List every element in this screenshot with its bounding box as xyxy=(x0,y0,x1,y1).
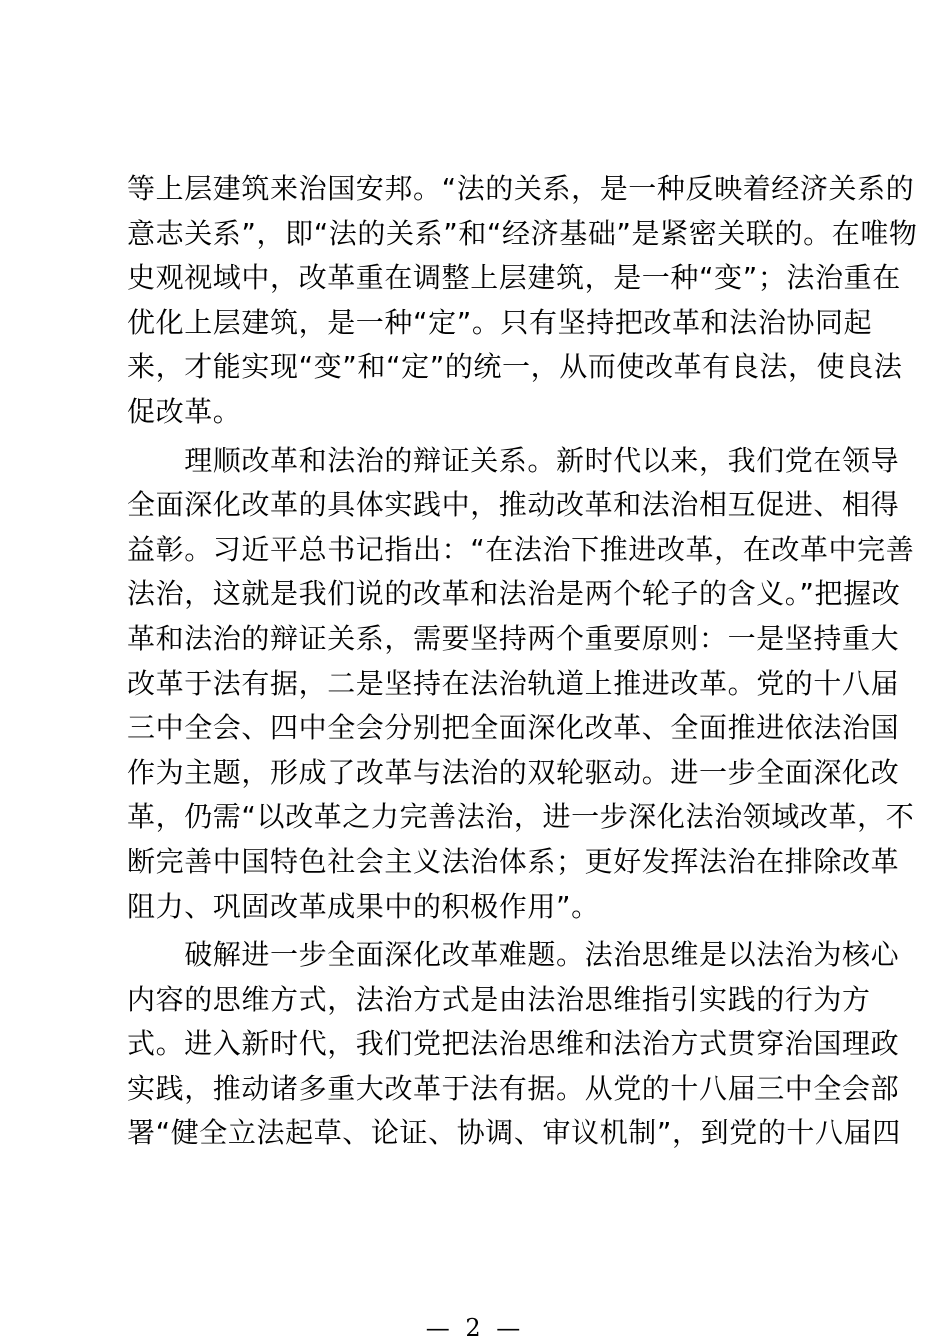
text-line: 阻力、巩固改革成果中的积极作用”。 xyxy=(127,889,600,923)
text-line: 革，仍需“以改革之力完善法治，进一步深化法治领域改革，不 xyxy=(127,800,915,834)
paragraph xyxy=(127,933,901,1156)
text-line: 破解进一步全面深化改革难题。法治思维是以法治为核心 xyxy=(127,938,900,972)
text-line: 革和法治的辩证关系，需要坚持两个重要原则：一是坚持重大 xyxy=(127,621,900,655)
text-line: 理顺改革和法治的辩证关系。新时代以来，我们党在领导 xyxy=(127,443,900,477)
paragraph xyxy=(127,167,918,435)
text-line: 史观视域中，改革重在调整上层建筑，是一种“变”；法治重在 xyxy=(127,261,901,295)
text-line: 优化上层建筑，是一种“定”。只有坚持把改革和法治协同起 xyxy=(127,305,873,339)
text-line: 改革于法有据，二是坚持在法治轨道上推进改革。党的十八届 xyxy=(127,666,900,700)
text-line: 益彰。习近平总书记指出：“在法治下推进改革，在改革中完善 xyxy=(127,532,915,566)
text-line: 作为主题，形成了改革与法治的双轮驱动。进一步全面深化改 xyxy=(127,755,900,789)
text-line: 式。进入新时代，我们党把法治思维和法治方式贯穿治国理政 xyxy=(127,1027,900,1061)
page-number: — 2 — xyxy=(425,1314,525,1342)
text-line: 三中全会、四中全会分别把全面深化改革、全面推进依法治国 xyxy=(127,711,900,745)
text-line: 来，才能实现“变”和“定”的统一，从而使改革有良法，使良法 xyxy=(127,350,903,384)
text-line: 断完善中国特色社会主义法治体系；更好发挥法治在排除改革 xyxy=(127,844,900,878)
text-line: 法治，这就是我们说的改革和法治是两个轮子的含义。”把握改 xyxy=(127,577,901,611)
text-line: 内容的思维方式，法治方式是由法治思维指引实践的行为方 xyxy=(127,982,871,1016)
text-line: 等上层建筑来治国安邦。“法的关系，是一种反映着经济关系的 xyxy=(127,172,915,205)
text-line: 全面深化改革的具体实践中，推动改革和法治相互促进、相得 xyxy=(127,488,900,522)
text-line: 实践，推动诸多重大改革于法有据。从党的十八届三中全会部 xyxy=(127,1071,900,1105)
document-body xyxy=(127,167,918,1160)
text-line: 促改革。 xyxy=(127,394,242,428)
paragraph xyxy=(127,439,915,930)
text-line: 署“健全立法起草、论证、协调、审议机制”，到党的十八届四 xyxy=(127,1116,901,1150)
text-line: 意志关系”，即“法的关系”和“经济基础”是紧密关联的。在唯物 xyxy=(127,216,918,250)
